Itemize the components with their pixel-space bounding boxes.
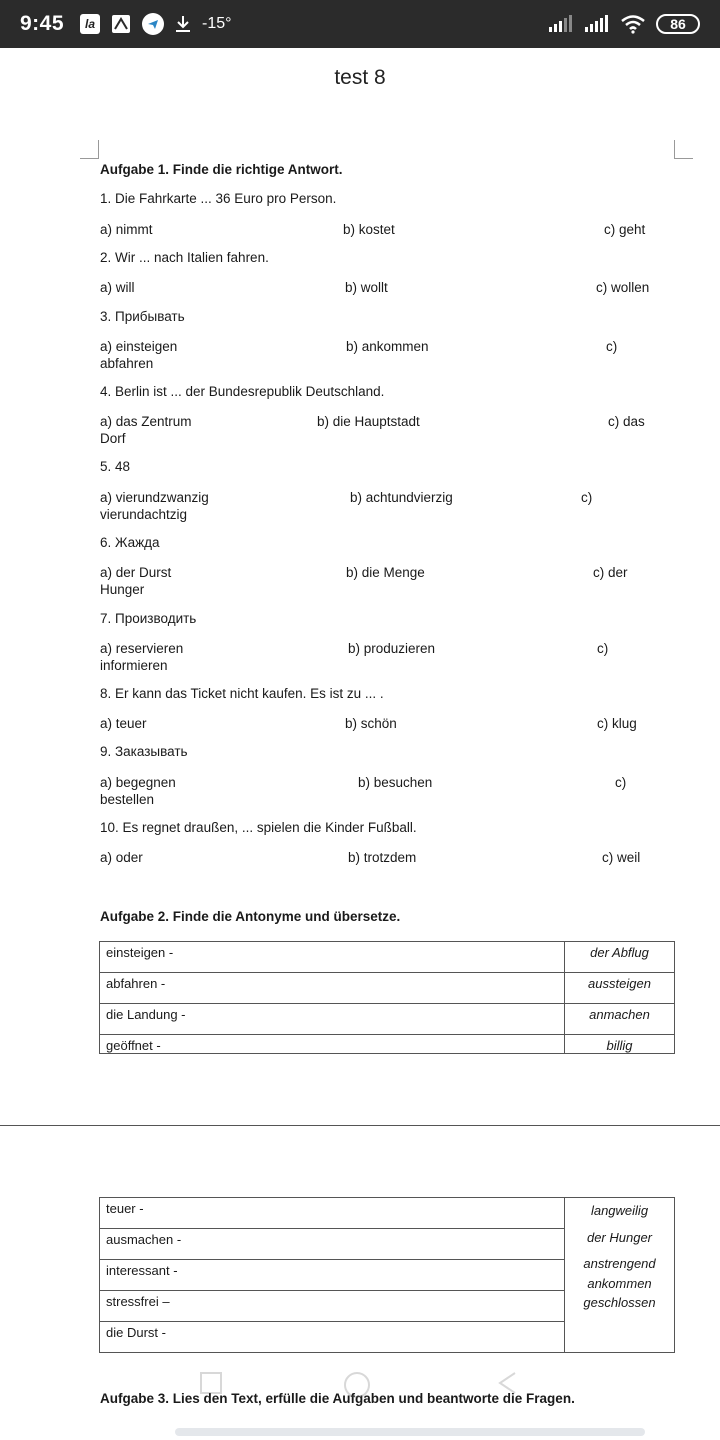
page-break-line <box>0 1125 720 1126</box>
q10-option-c: c) weil <box>602 850 641 865</box>
temperature: -15° <box>202 15 232 32</box>
answer-word: langweilig <box>590 1203 649 1218</box>
nav-home-icon[interactable] <box>342 1370 372 1400</box>
table-row <box>100 942 675 973</box>
faded-text-line <box>175 1428 645 1436</box>
status-bar <box>0 0 720 48</box>
q6-option-b: b) die Menge <box>346 565 425 580</box>
q7-option-b: b) produzieren <box>348 641 436 656</box>
table-row <box>100 1198 675 1229</box>
q5-option-c: c) <box>581 490 593 505</box>
wifi-icon <box>620 14 646 34</box>
battery-indicator: 86 <box>656 14 700 34</box>
page-corner-mark <box>674 140 693 159</box>
question-2: 2. Wir ... nach Italien fahren. <box>100 250 269 265</box>
q8-option-a: a) teuer <box>100 716 147 731</box>
task3-heading: Aufgabe 3. Lies den Text, erfülle die Aufgaben und beantworte die Fragen. <box>100 1391 575 1406</box>
task1-heading: Aufgabe 1. Finde die richtige Antwort. <box>100 162 343 177</box>
answer-word: der Hunger <box>586 1229 653 1245</box>
table-cell-left: geöffnet - <box>100 1035 565 1054</box>
question-7: 7. Производить <box>100 611 197 626</box>
answer-word: anstrengend <box>583 1256 656 1271</box>
q10-option-b: b) trotzdem <box>348 850 417 865</box>
q9-option-c: c) <box>615 775 627 790</box>
q4-option-a: a) das Zentrum Dorf <box>100 414 192 447</box>
table-cell-right-list <box>565 1198 675 1353</box>
q7-option-c: c) <box>597 641 609 656</box>
question-6: 6. Жажда <box>100 535 160 550</box>
table-row <box>100 1035 675 1054</box>
page-corner-mark <box>80 140 99 159</box>
q9-option-b: b) besuchen <box>358 775 433 790</box>
question-10: 10. Es regnet draußen, ... spielen die Kinder Fußball. <box>100 820 417 835</box>
q3-option-b: b) ankommen <box>346 339 429 354</box>
q1-option-c: c) geht <box>604 222 646 237</box>
question-5: 5. 48 <box>100 459 131 474</box>
download-icon <box>174 14 192 34</box>
antonym-table-2 <box>99 1197 675 1353</box>
table-cell-right: anmachen <box>565 1004 675 1035</box>
q2-option-c: c) wollen <box>596 280 650 295</box>
task2-heading: Aufgabe 2. Finde die Antonyme und übersetze. <box>100 909 401 924</box>
document-title: test 8 <box>334 66 386 89</box>
signal-icon <box>548 15 574 33</box>
table-cell-left: teuer - <box>100 1198 565 1229</box>
answer-word: ankommen <box>587 1275 652 1291</box>
table-cell-left: interessant - <box>100 1260 565 1291</box>
nav-recent-icon[interactable] <box>198 1370 224 1396</box>
q2-option-a: a) will <box>100 280 135 295</box>
q9-option-a: a) begegnen bestellen <box>100 775 176 808</box>
table-cell-left: die Landung - <box>100 1004 565 1035</box>
q4-option-c: c) das <box>608 414 645 429</box>
table-cell-left: die Durst - <box>100 1322 565 1353</box>
nav-back-icon[interactable] <box>495 1370 521 1396</box>
q8-option-c: c) klug <box>597 716 637 731</box>
q2-option-b: b) wollt <box>345 280 388 295</box>
q5-option-b: b) achtundvierzig <box>350 490 453 505</box>
table-cell-left: einsteigen - <box>100 942 565 973</box>
table-cell-left: ausmachen - <box>100 1229 565 1260</box>
table-cell-left: stressfrei – <box>100 1291 565 1322</box>
question-8: 8. Er kann das Ticket nicht kaufen. Es ist zu ... . <box>100 686 384 701</box>
app-notification-icon: la <box>80 14 100 34</box>
antonym-table-1 <box>99 941 675 1054</box>
table-cell-right: aussteigen <box>565 973 675 1004</box>
q7-option-a: a) reservieren informieren <box>100 641 184 674</box>
clock: 9:45 <box>20 12 65 35</box>
q3-option-a: a) einsteigen abfahren <box>100 339 178 372</box>
question-9: 9. Заказывать <box>100 744 188 759</box>
q6-option-a: a) der Durst Hunger <box>100 565 172 598</box>
table-cell-right: der Abflug <box>565 942 675 973</box>
q5-option-a: a) vierundzwanzig vierundachtzig <box>100 490 209 523</box>
signal-icon-2 <box>584 15 610 33</box>
map-icon <box>110 13 132 35</box>
q8-option-b: b) schön <box>345 716 397 731</box>
telegram-icon <box>142 13 164 35</box>
q10-option-a: a) oder <box>100 850 143 865</box>
table-row <box>100 973 675 1004</box>
question-4: 4. Berlin ist ... der Bundesrepublik Deutschland. <box>100 384 385 399</box>
question-1: 1. Die Fahrkarte ... 36 Euro pro Person. <box>100 191 337 206</box>
table-cell-right: billig <box>565 1035 675 1054</box>
table-row <box>100 1004 675 1035</box>
q6-option-c: c) der <box>593 565 628 580</box>
table-cell-left: abfahren - <box>100 973 565 1004</box>
q3-option-c: c) <box>606 339 618 354</box>
q1-option-a: a) nimmt <box>100 222 153 237</box>
q1-option-b: b) kostet <box>343 222 395 237</box>
answer-word: geschlossen <box>583 1295 656 1310</box>
question-3: 3. Прибывать <box>100 309 185 324</box>
q4-option-b: b) die Hauptstadt <box>317 414 420 429</box>
